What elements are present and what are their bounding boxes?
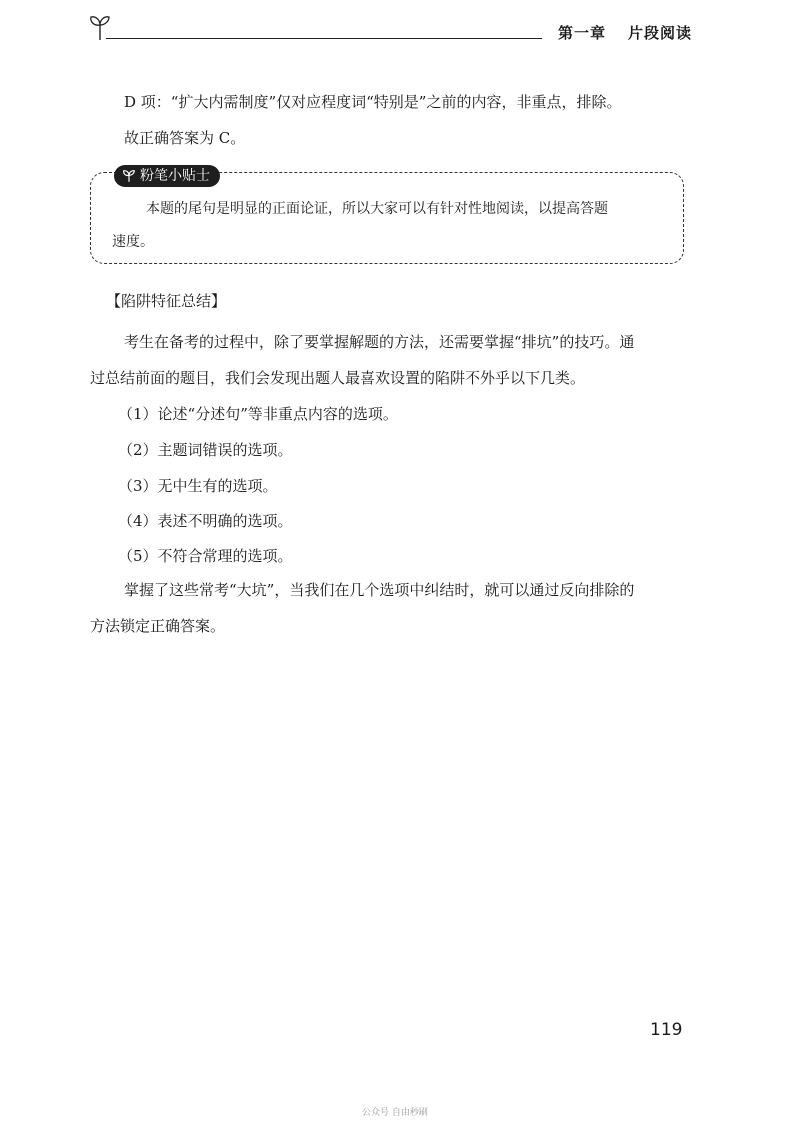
list-item: （5）不符合常理的选项。 xyxy=(118,547,293,565)
summary-outro-1: 掌握了这些常考“大坑”，当我们在几个选项中纠结时，就可以通过反向排除的 xyxy=(124,581,635,599)
list-item: （4）表述不明确的选项。 xyxy=(118,512,293,530)
header-rule xyxy=(106,38,542,39)
list-item: （3）无中生有的选项。 xyxy=(118,477,278,495)
chapter-title: 片段阅读 xyxy=(627,24,692,42)
page-header xyxy=(88,14,692,44)
summary-intro-2: 过总结前面的题目，我们会发现出题人最喜欢设置的陷阱不外乎以下几类。 xyxy=(90,369,586,387)
tip-line-2: 速度。 xyxy=(112,234,154,250)
page-number: 119 xyxy=(650,1020,683,1040)
summary-intro-1: 考生在备考的过程中，除了要掌握解题的方法，还需要掌握“排坑”的技巧。通 xyxy=(124,333,635,351)
chapter-heading xyxy=(558,22,692,43)
tip-badge-label: 粉笔小贴士 xyxy=(140,168,210,184)
answer-line: 故正确答案为 C。 xyxy=(124,129,246,147)
sprout-icon xyxy=(122,169,136,183)
tip-line-1: 本题的尾句是明显的正面论证，所以大家可以有针对性地阅读，以提高答题 xyxy=(146,201,608,217)
summary-outro-2: 方法锁定正确答案。 xyxy=(90,617,226,635)
list-item: （2）主题词错误的选项。 xyxy=(118,441,293,459)
option-d-explanation: D 项：“扩大内需制度”仅对应程度词“特别是”之前的内容，非重点，排除。 xyxy=(124,93,622,111)
tip-badge xyxy=(114,165,220,187)
watermark: 公众号 自由秒刷 xyxy=(362,1108,428,1118)
list-item: （1）论述“分述句”等非重点内容的选项。 xyxy=(118,405,398,423)
chapter-number: 第一章 xyxy=(557,24,606,42)
section-title: 【陷阱特征总结】 xyxy=(106,292,227,310)
